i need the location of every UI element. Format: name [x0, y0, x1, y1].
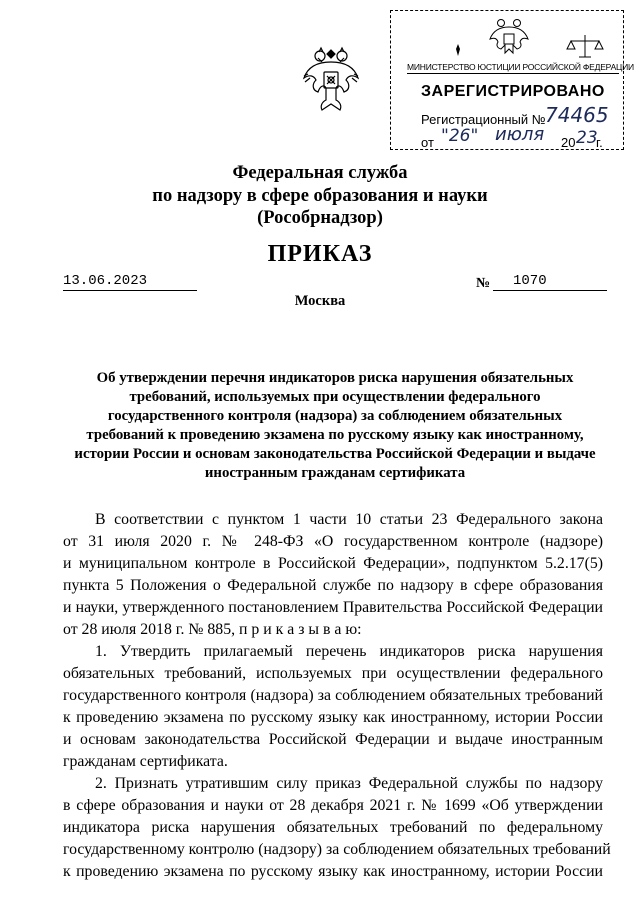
stamp-date-month: июля	[495, 124, 545, 145]
stamp-coat-of-arms-icon	[487, 15, 531, 59]
body-line: и муниципальном контроле в Российской Федерации», подпунктом 5.2.17(5)	[63, 555, 603, 572]
document-title: ПРИКАЗ	[267, 241, 373, 267]
stamp-year-prefix: 20	[561, 135, 576, 150]
registration-stamp	[390, 10, 634, 150]
body-line: в сфере образования и науки от 28 декабря 2021 г. № 1699 «Об утверждении	[63, 797, 603, 814]
body-line: государственному контролю (надзору) за соблюдением обязательных требований	[63, 841, 611, 858]
coat-of-arms-icon	[300, 44, 362, 114]
subject-line: Об утверждении перечня индикаторов риска нарушения обязательных	[96, 370, 574, 386]
org-name-line-2: по надзору в сфере образования и науки	[152, 186, 488, 206]
stamp-registered-label: ЗАРЕГИСТРИРОВАНО	[421, 83, 605, 100]
order-number-label: №	[476, 276, 491, 291]
stamp-scales-icon	[565, 33, 605, 59]
stamp-mark-icon	[449, 41, 467, 59]
body-line: и науки, утвержденного постановлением Правительства Российской Федерации	[63, 599, 603, 616]
city: Москва	[294, 293, 346, 309]
body-line: 2. Признать утратившим силу приказ Федеральной службы по надзору	[95, 775, 603, 792]
body-line: пункта 5 Положения о Федеральной службе по надзору в сфере образования	[63, 577, 603, 594]
subject-line: требований, используемых при осуществлении федерального	[129, 389, 541, 405]
stamp-from-label: от	[421, 135, 434, 150]
body-line: к проведению экзамена по русскому языку как иностранному, истории России	[63, 863, 603, 880]
subject-line: государственного контроля (надзора) за соблюдением обязательных	[107, 408, 563, 424]
body-line: обязательных требований, используемых при осуществлении федерального	[63, 665, 603, 682]
stamp-date-day: "26"	[441, 126, 479, 146]
subject-line: истории России и основам законодательства Российской Федерации и выдаче	[74, 446, 596, 462]
body-line: от 31 июля 2020 г. № 248-ФЗ «О государственном контроле (надзоре)	[63, 533, 603, 550]
subject-line: требований к проведению экзамена по русскому языку как иностранному,	[86, 427, 584, 443]
body-line: государственного контроля (надзора) за соблюдением обязательных требований	[63, 687, 603, 704]
order-date: 13.06.2023	[63, 273, 197, 291]
body-line: гражданам сертификата.	[63, 753, 228, 770]
body-line: В соответствии с пунктом 1 части 10 статьи 23 Федерального закона	[95, 511, 603, 528]
body-line: и основам законодательства Российской Федерации и выдаче иностранным	[63, 731, 603, 748]
stamp-year-abbrev: г.	[596, 135, 603, 150]
order-number: 1070	[493, 273, 607, 291]
body-line: к проведению экзамена по русскому языку как иностранному, истории России	[63, 709, 603, 726]
body-line: от 28 июля 2018 г. № 885, п р и к а з ы в а ю:	[63, 621, 362, 638]
stamp-year-suffix: 23	[576, 128, 598, 148]
body-line: индикатора риска нарушения обязательных требований по федеральному	[63, 819, 603, 836]
org-name-line-3: (Рособрнадзор)	[257, 208, 383, 228]
org-name-line-1: Федеральная служба	[232, 163, 408, 183]
stamp-registration-number: 74465	[545, 103, 609, 127]
subject-line: иностранным гражданам сертификата	[204, 465, 466, 481]
body-line: 1. Утвердить прилагаемый перечень индикаторов риска нарушения	[95, 643, 603, 660]
stamp-ministry-name: МИНИСТЕРСТВО ЮСТИЦИИ РОССИЙСКОЙ ФЕДЕРАЦИИ	[407, 62, 634, 72]
stamp-registration-number-label: Регистрационный №	[421, 112, 546, 127]
